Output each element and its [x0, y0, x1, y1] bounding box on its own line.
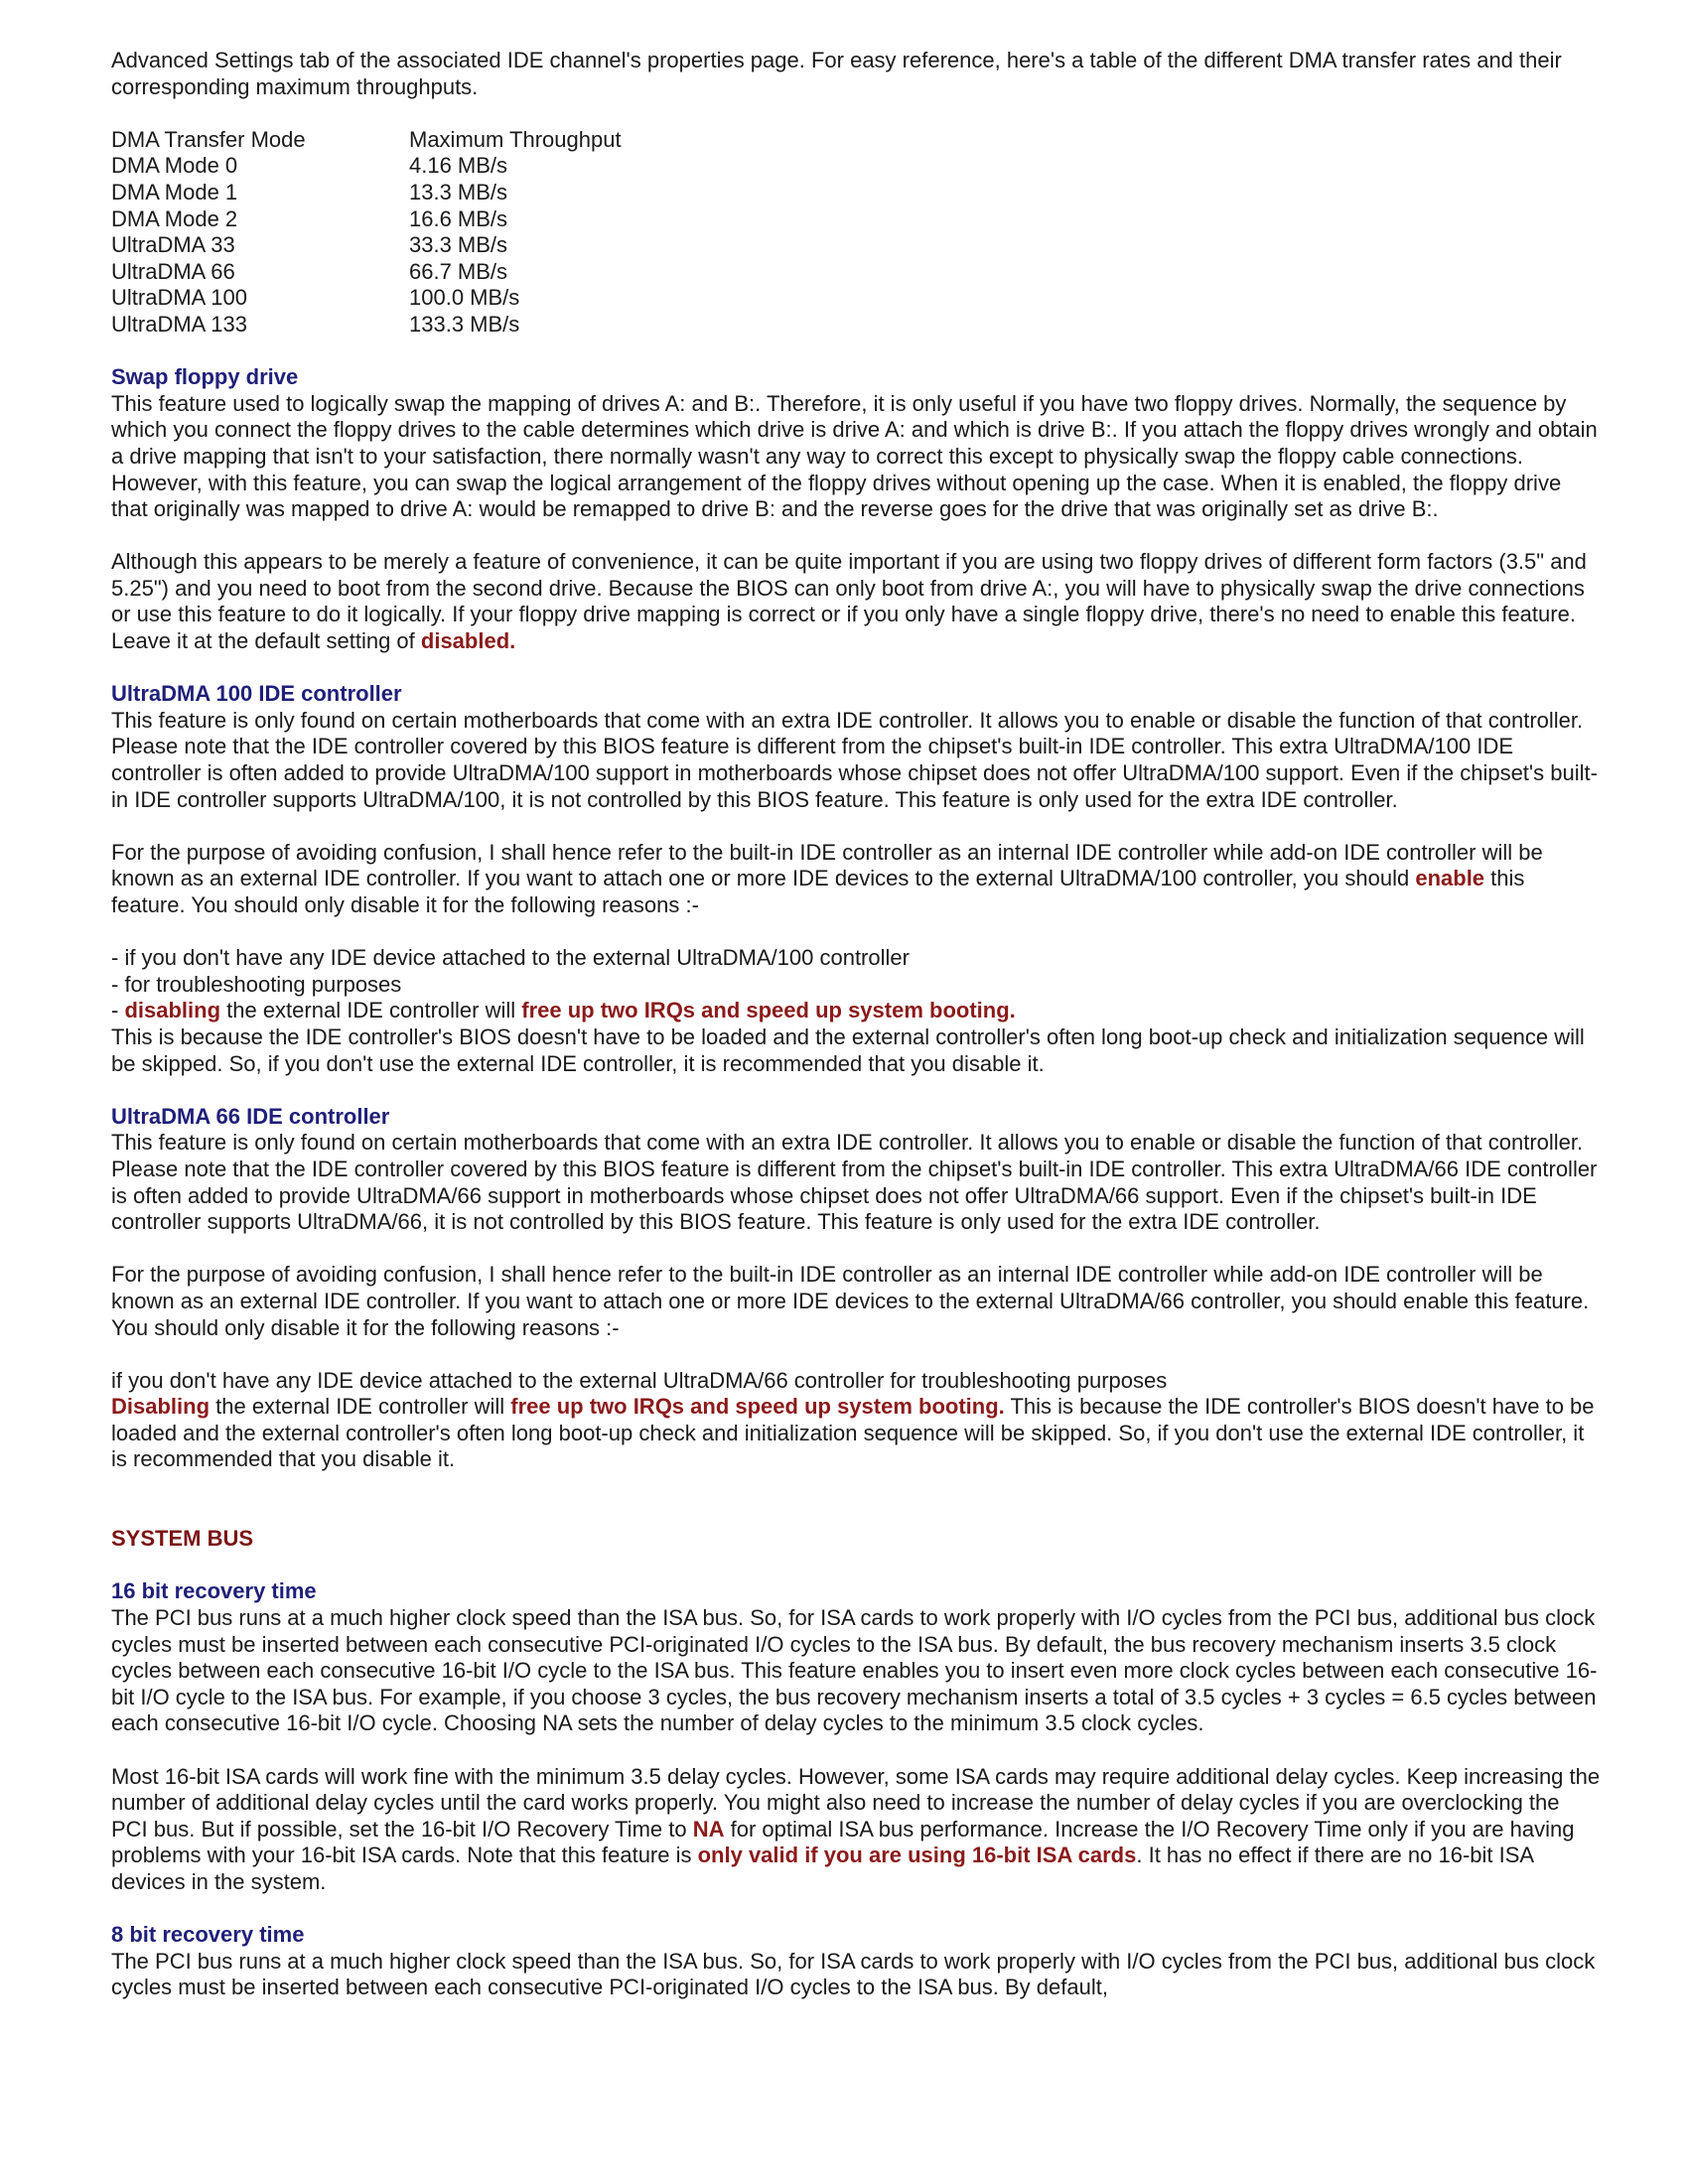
emphasis-text: disabling [124, 998, 221, 1024]
table-header-row [111, 127, 622, 154]
body-text: for optimal ISA bus performance. Increase the I/O Recovery Time only if you are having problems with your 16-bit ISA cards. Note that this feature is [111, 1816, 1575, 1868]
table-row [111, 312, 622, 339]
document-page [111, 48, 1601, 2001]
table-header-cell: DMA Transfer Mode [111, 126, 306, 152]
body-text: . It has no effect if there are no 16-bit ISA devices in the system. [111, 1843, 1533, 1894]
section-heading-swap-floppy: Swap floppy drive [111, 364, 299, 390]
emphasis-text: Disabling [111, 1394, 211, 1420]
table-row [111, 259, 622, 286]
emphasis-text: free up two IRQs and speed up system booting. [521, 998, 1016, 1024]
udma100-paragraph-1: This feature is only found on certain motherboards that come with an extra IDE controller. It allows you to enable or disable the function of that controller. Please note that the IDE controller covered by this BIOS feature is different from the chipset's built-in IDE controller. This extra UltraDMA/100 IDE controller is often added to provide UltraDMA/100 support in motherboards whose chipset does not offer UltraDMA/100 support. Even if the chipset's built-in IDE controller supports UltraDMA/100, it is not controlled by this BIOS feature. This feature is only used for the extra IDE controller. [111, 707, 1598, 812]
table-header-cell: Maximum Throughput [409, 126, 622, 152]
body-text: the external IDE controller will [210, 1394, 511, 1420]
table-row [111, 180, 622, 206]
spacer [111, 1553, 1601, 1579]
table-row [111, 153, 622, 180]
table-cell: 133.3 MB/s [409, 311, 520, 337]
emphasis-text: enable [1415, 866, 1485, 891]
table-row [111, 285, 622, 312]
body-text: For the purpose of avoiding confusion, I shall hence refer to the built-in IDE controller as an internal IDE controller while add-on IDE controller will be known as an external IDE controller. If you want to attach one or more IDE devices to the external UltraDMA/100 controller, you should [111, 839, 1543, 891]
udma66-paragraph-1: This feature is only found on certain motherboards that come with an extra IDE controller. It allows you to enable or disable the function of that controller. Please note that the IDE controller covered by this BIOS feature is different from the chipset's built-in IDE controller. This extra UltraDMA/66 IDE controller is often added to provide UltraDMA/66 support in motherboards whose chipset does not offer UltraDMA/66 support. Even if the chipset's built-in IDE controller supports UltraDMA/66, it is not controlled by this BIOS feature. This feature is only used for the extra IDE controller. [111, 1130, 1598, 1235]
spacer [111, 100, 1601, 127]
table-cell: UltraDMA 133 [111, 311, 247, 337]
body-text: - [111, 998, 125, 1024]
body-text: This is because the IDE controller's BIOS doesn't have to be loaded and the external controller's often long boot-up check and initialization sequence will be skipped. So, if you don't use the external IDE controller, it is recommended that you disable it. [111, 1394, 1595, 1472]
table-cell: UltraDMA 100 [111, 285, 247, 311]
table-cell: UltraDMA 33 [111, 232, 235, 258]
emphasis-text: free up two IRQs and speed up system booting. [510, 1394, 1005, 1420]
table-cell: 33.3 MB/s [409, 232, 508, 258]
udma100-paragraph-2 [111, 840, 1601, 919]
recovery8-paragraph-1: The PCI bus runs at a much higher clock speed than the ISA bus. So, for ISA cards to work properly with I/O cycles from the PCI bus, additional bus clock cycles must be inserted between each consecutive PCI-originated I/O cycles to the ISA bus. By default, [111, 1948, 1596, 2000]
body-text: the external IDE controller will [220, 998, 522, 1024]
spacer [111, 1737, 1601, 1764]
swap-floppy-paragraph-1: This feature used to logically swap the mapping of drives A: and B:. Therefore, it is only useful if you have two floppy drives. Normally, the sequence by which you connect the floppy drives to the cable determines which drive is drive A: and which is drive B:. If you attach the floppy drives wrongly and obtain a drive mapping that isn't to your satisfaction, there normally wasn't any way to correct this except to physically swap the floppy cable connections. However, with this feature, you can swap the logical arrangement of the floppy drives without opening up the case. When it is enabled, the floppy drive that originally was mapped to drive A: would be remapped to drive B: and the reverse goes for the drive that was originally set as drive B:. [111, 390, 1598, 522]
spacer [111, 1077, 1601, 1104]
list-item [111, 998, 1601, 1024]
recovery16-paragraph-2 [111, 1764, 1601, 1896]
swap-floppy-paragraph-2 [111, 549, 1601, 654]
section-heading-udma100: UltraDMA 100 IDE controller [111, 681, 402, 707]
table-row [111, 232, 622, 259]
spacer [111, 523, 1601, 550]
udma66-paragraph-3: if you don't have any IDE device attached to the external UltraDMA/66 controller for troubleshooting purposes [111, 1367, 1168, 1393]
table-cell: UltraDMA 66 [111, 258, 235, 284]
list-item: - for troubleshooting purposes [111, 971, 402, 997]
spacer [111, 1473, 1601, 1500]
body-text: Most 16-bit ISA cards will work fine with the minimum 3.5 delay cycles. However, some ISA cards may require additional delay cycles. Keep increasing the number of additional delay cycles until the card works properly. You might also need to increase the number of delay cycles if you are overclocking the PCI bus. But if possible, set the 16-bit I/O Recovery Time to [111, 1763, 1601, 1842]
section-heading-8bit-recovery: 8 bit recovery time [111, 1922, 305, 1948]
table-cell: 66.7 MB/s [409, 258, 508, 284]
table-cell: DMA Mode 1 [111, 179, 238, 205]
table-cell: 4.16 MB/s [409, 153, 508, 179]
spacer [111, 655, 1601, 682]
emphasis-text: only valid if you are using 16-bit ISA cards [697, 1843, 1137, 1868]
section-heading-udma66: UltraDMA 66 IDE controller [111, 1103, 390, 1129]
body-text: Although this appears to be merely a feature of convenience, it can be quite important if you are using two floppy drives of different form factors (3.5" and 5.25") and you need to boot from the second drive. Because the BIOS can only boot from drive A:, you will have to physically swap the drive connections or use this feature to do it logically. If your floppy drive mapping is correct or if you only have a single floppy drive, there's no need to enable this feature. Leave it at the default setting of [111, 549, 1587, 654]
section-heading-16bit-recovery: 16 bit recovery time [111, 1578, 317, 1604]
spacer [111, 1341, 1601, 1368]
table-cell: 16.6 MB/s [409, 205, 508, 231]
table-cell: DMA Mode 2 [111, 205, 238, 231]
spacer [111, 919, 1601, 946]
section-heading-system-bus: SYSTEM BUS [111, 1526, 254, 1552]
udma66-paragraph-4 [111, 1394, 1601, 1473]
spacer [111, 1896, 1601, 1923]
body-text: this feature. You should only disable it for the following reasons :- [111, 866, 1525, 917]
spacer [111, 1236, 1601, 1263]
recovery16-paragraph-1: The PCI bus runs at a much higher clock speed than the ISA bus. So, for ISA cards to work properly with I/O cycles from the PCI bus, additional bus clock cycles must be inserted between each consecutive PCI-originated I/O cycles to the ISA bus. By default, the bus recovery mechanism inserts 3.5 clock cycles between each consecutive 16-bit I/O cycle to the ISA bus. This feature enables you to insert even more clock cycles between each consecutive 16-bit I/O cycle to the ISA bus. For example, if you choose 3 cycles, the bus recovery mechanism inserts a total of 3.5 cycles + 3 cycles = 6.5 cycles between each consecutive 16-bit I/O cycle. Choosing NA sets the number of delay cycles to the minimum 3.5 clock cycles. [111, 1605, 1598, 1736]
spacer [111, 813, 1601, 840]
list-item: - if you don't have any IDE device attached to the external UltraDMA/100 controller [111, 945, 910, 971]
emphasis-text: disabled. [420, 628, 516, 654]
table-row [111, 206, 622, 233]
udma66-paragraph-2: For the purpose of avoiding confusion, I shall hence refer to the built-in IDE controller as an internal IDE controller while add-on IDE controller will be known as an external IDE controller. If you want to attach one or more IDE devices to the external UltraDMA/66 controller, you should enable this feature. You should only disable it for the following reasons :- [111, 1262, 1590, 1340]
intro-paragraph: Advanced Settings tab of the associated IDE channel's properties page. For easy reference, here's a table of the different DMA transfer rates and their corresponding maximum throughputs. [111, 48, 1562, 99]
dma-throughput-table [111, 127, 622, 339]
spacer [111, 339, 1601, 365]
table-cell: DMA Mode 0 [111, 153, 238, 179]
emphasis-text: NA [692, 1816, 725, 1842]
udma100-paragraph-3: This is because the IDE controller's BIOS doesn't have to be loaded and the external controller's often long boot-up check and initialization sequence will be skipped. So, if you don't use the external IDE controller, it is recommended that you disable it. [111, 1024, 1585, 1076]
table-cell: 100.0 MB/s [409, 285, 520, 311]
spacer [111, 1500, 1601, 1527]
table-cell: 13.3 MB/s [409, 179, 508, 205]
